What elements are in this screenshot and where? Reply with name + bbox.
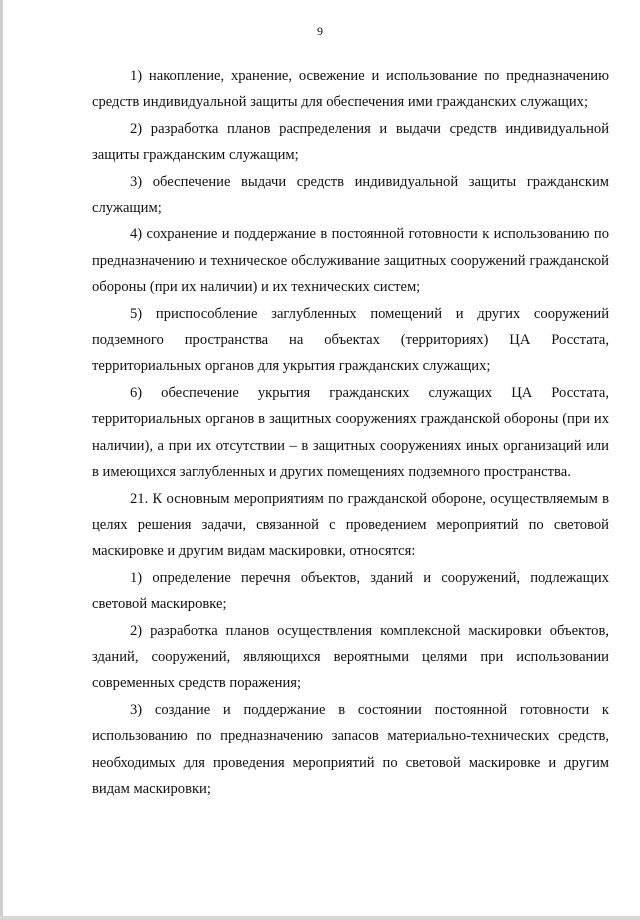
paragraph: 6) обеспечение укрытия гражданских служащих ЦА Росстата, территориальных органов в защитных сооружениях гражданской обороны (при их наличии), а при их отсутствии – в защитных сооружениях иных организаций или в имеющихся заглубленных и других помещениях подземного пространства. <box>92 384 609 481</box>
paragraph: 2) разработка планов осуществления комплексной маскировки объектов, зданий, сооружений, являющихся вероятными целями при использовании современных средств поражения; <box>92 622 609 692</box>
page-number: 9 <box>317 24 323 38</box>
paragraph: 1) определение перечня объектов, зданий и сооружений, подлежащих световой маскировке; <box>92 569 609 613</box>
paragraph: 2) разработка планов распределения и выдачи средств индивидуальной защиты гражданским служащим; <box>92 120 609 164</box>
document-body <box>92 63 609 802</box>
paragraph: 21. К основным мероприятиям по гражданской обороне, осуществляемым в целях решения задачи, связанной с проведением мероприятий по световой маскировке и другим видам маскировки, относятся: <box>92 490 609 560</box>
paragraph: 4) сохранение и поддержание в постоянной готовности к использованию по предназначению и техническое обслуживание защитных сооружений гражданской обороны (при их наличии) и их технических систем; <box>92 226 609 296</box>
paragraph: 5) приспособление заглубленных помещений и других сооружений подземного пространства на объектах (территориях) ЦА Росстата, территориальных органов для укрытия гражданских служащих; <box>92 305 609 375</box>
paragraph: 3) обеспечение выдачи средств индивидуальной защиты гражданским служащим; <box>92 173 609 217</box>
paragraph: 3) создание и поддержание в состоянии постоянной готовности к использованию по предназначению запасов материально-технических средств, необходимых для проведения мероприятий по световой маскировке и другим видам маскировки; <box>92 701 609 797</box>
scan-left-edge <box>0 0 3 919</box>
paragraph: 1) накопление, хранение, освежение и использование по предназначению средств индивидуальной защиты для обеспечения ими гражданских служащих; <box>92 68 609 111</box>
